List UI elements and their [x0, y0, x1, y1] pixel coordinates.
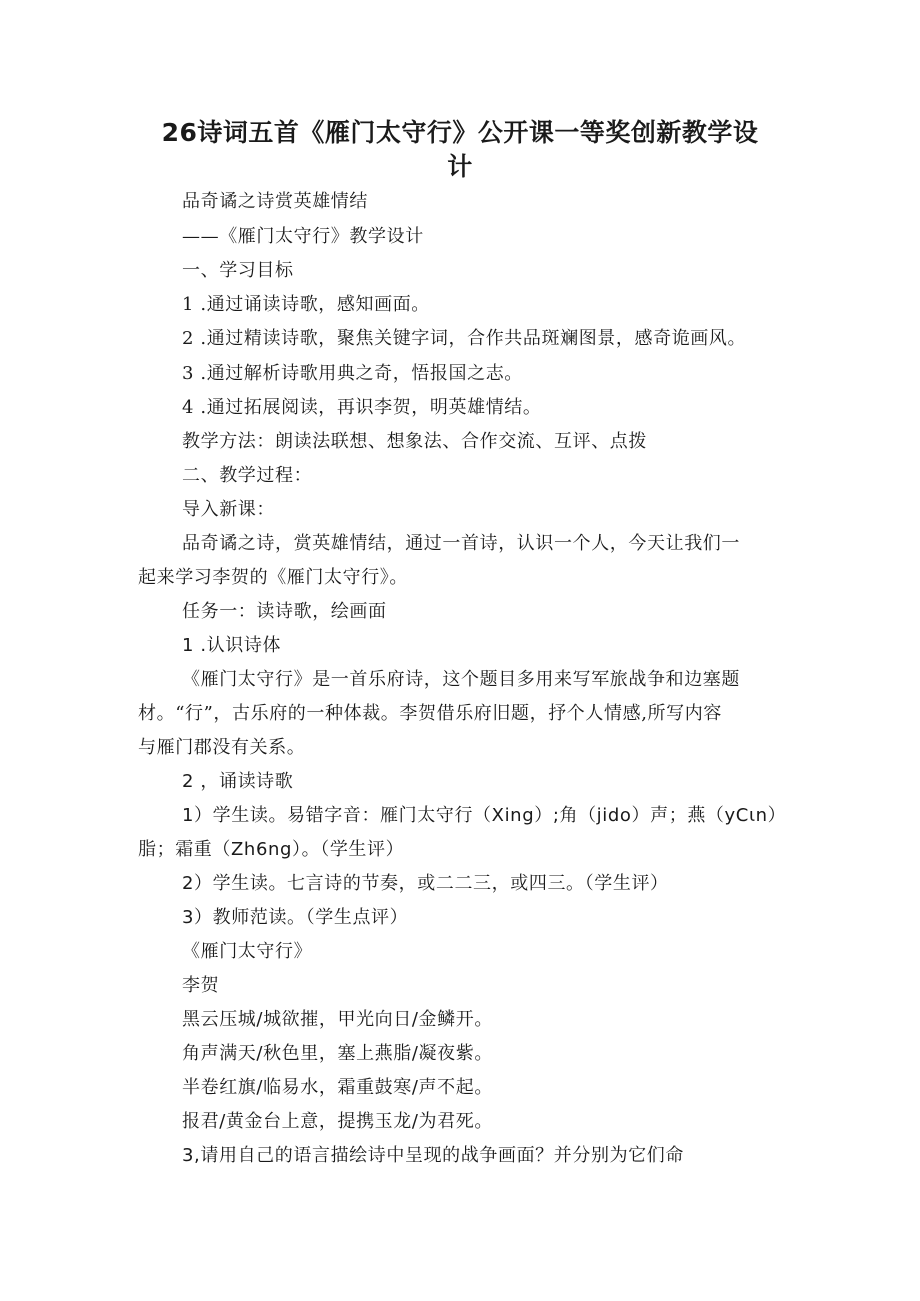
subheading-intro: 导入新课： — [182, 499, 275, 520]
step-heading: 1 .认识诗体 — [182, 635, 282, 656]
paragraph-line: 材。“行”，古乐府的一种体裁。李贺借乐府旧题，抒个人情感,所写内容 — [138, 703, 722, 724]
reading-step: 脂；霜重（Zh6ng）。（学生评） — [138, 839, 405, 860]
subtitle-design: ——《雁门太守行》教学设计 — [182, 226, 424, 247]
task-heading: 任务一：读诗歌，绘画面 — [182, 601, 387, 622]
section-heading-objectives: 一、学习目标 — [182, 260, 294, 281]
paragraph-line: 品奇谲之诗，赏英雄情结，通过一首诗，认识一个人，今天让我们一 — [182, 533, 740, 554]
step-heading: 2 ，诵读诗歌 — [182, 771, 294, 792]
poem-line: 半卷红旗/临易水，霜重鼓寒/声不起。 — [182, 1077, 493, 1098]
section-heading-process: 二、教学过程： — [182, 465, 313, 486]
poem-line: 角声满天/秋色里，塞上燕脂/凝夜紫。 — [182, 1043, 493, 1064]
subtitle: 品奇谲之诗赏英雄情结 — [182, 191, 368, 212]
document-title-line-1: 26诗词五首《雁门太守行》公开课一等奖创新教学设 — [161, 118, 759, 147]
document-title-line-2: 计 — [447, 152, 473, 181]
poem-author: 李贺 — [182, 975, 220, 996]
poem-title: 《雁门太守行》 — [182, 941, 313, 962]
paragraph-line: 起来学习李贺的《雁门太守行》。 — [138, 567, 408, 588]
poem-line: 黑云压城/城欲摧，甲光向日/金鳞开。 — [182, 1009, 493, 1030]
reading-step: 3）教师范读。（学生点评） — [182, 907, 409, 928]
objective-item: 1 .通过诵读诗歌，感知画面。 — [182, 294, 430, 315]
reading-step: 2）学生读。七言诗的节奏，或二二三，或四三。（学生评） — [182, 873, 669, 894]
paragraph-line: 与雁门郡没有关系。 — [138, 737, 306, 758]
poem-line: 报君/黄金台上意，提携玉龙/为君死。 — [182, 1111, 493, 1132]
question-line: 3,请用自己的语言描绘诗中呈现的战争画面？并分别为它们命 — [182, 1145, 684, 1166]
reading-step: 1）学生读。易错字音：雁门太守行（Xing）;角（jido）声；燕（yCιn） — [182, 805, 787, 826]
paragraph-line: 《雁门太守行》是一首乐府诗，这个题目多用来写军旅战争和边塞题 — [182, 669, 740, 690]
objective-item: 4 .通过拓展阅读，再识李贺，明英雄情结。 — [182, 397, 542, 418]
objective-item: 3 .通过解析诗歌用典之奇，悟报国之志。 — [182, 363, 523, 384]
teaching-methods: 教学方法：朗读法联想、想象法、合作交流、互评、点拨 — [182, 431, 647, 452]
objective-item: 2 .通过精读诗歌，聚焦关键字词，合作共品斑斓图景，感奇诡画风。 — [182, 328, 747, 349]
